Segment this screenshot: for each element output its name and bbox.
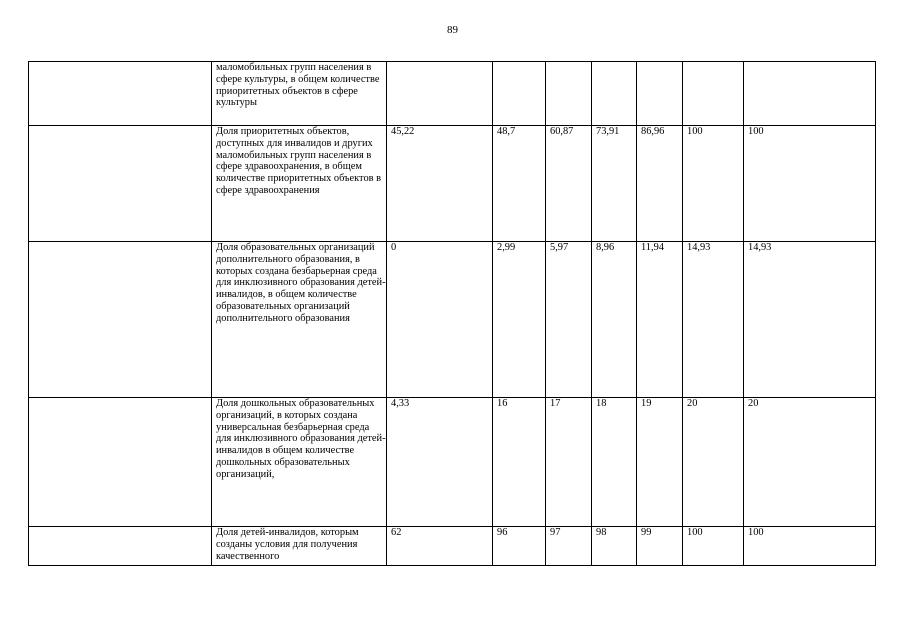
table-row: [29, 242, 876, 398]
empty-cell: [29, 62, 212, 126]
value-cell: 100: [683, 527, 744, 566]
value-cell: 0: [387, 242, 493, 398]
value-cell: [683, 62, 744, 126]
value-cell: 16: [493, 398, 546, 527]
value-cell: 99: [637, 527, 683, 566]
value-cell: 20: [744, 398, 876, 527]
table-row: [29, 126, 876, 242]
value-cell: 96: [493, 527, 546, 566]
indicator-description: Доля дошкольных образовательных организаций, в которых создана универсальная безбарьерная среда для инклюзивного образования детей-инвалидов в общем количестве дошкольных образовательных организаций,: [212, 398, 387, 527]
value-cell: 19: [637, 398, 683, 527]
empty-cell: [29, 527, 212, 566]
value-cell: 4,33: [387, 398, 493, 527]
value-cell: [637, 62, 683, 126]
value-cell: [493, 62, 546, 126]
value-cell: 60,87: [546, 126, 592, 242]
empty-cell: [29, 126, 212, 242]
empty-cell: [29, 242, 212, 398]
value-cell: 20: [683, 398, 744, 527]
indicator-description: Доля образовательных организаций дополнительного образования, в которых создана безбарьерная среда для инклюзивного образования детей-инвалидов, в общем количестве образовательных организаций дополнительного образования: [212, 242, 387, 398]
value-cell: [546, 62, 592, 126]
value-cell: 17: [546, 398, 592, 527]
value-cell: [744, 62, 876, 126]
value-cell: 11,94: [637, 242, 683, 398]
value-cell: 14,93: [744, 242, 876, 398]
value-cell: [387, 62, 493, 126]
indicator-description: Доля приоритетных объектов, доступных для инвалидов и других маломобильных групп населения в сфере здравоохранения, в общем количестве приоритетных объектов в сфере здравоохранения: [212, 126, 387, 242]
table-row: [29, 527, 876, 566]
value-cell: 86,96: [637, 126, 683, 242]
indicator-description: Доля детей-инвалидов, которым созданы условия для получения качественного: [212, 527, 387, 566]
value-cell: 45,22: [387, 126, 493, 242]
table-row: [29, 398, 876, 527]
value-cell: 8,96: [592, 242, 637, 398]
value-cell: [592, 62, 637, 126]
value-cell: 18: [592, 398, 637, 527]
empty-cell: [29, 398, 212, 527]
value-cell: 48,7: [493, 126, 546, 242]
value-cell: 5,97: [546, 242, 592, 398]
indicator-description: маломобильных групп населения в сфере культуры, в общем количестве приоритетных объектов в сфере культуры: [212, 62, 387, 126]
indicators-table: [28, 61, 876, 566]
value-cell: 62: [387, 527, 493, 566]
value-cell: 98: [592, 527, 637, 566]
table-row: [29, 62, 876, 126]
value-cell: 73,91: [592, 126, 637, 242]
value-cell: 100: [744, 527, 876, 566]
value-cell: 97: [546, 527, 592, 566]
value-cell: 14,93: [683, 242, 744, 398]
value-cell: 2,99: [493, 242, 546, 398]
page-number: 89: [447, 24, 458, 36]
value-cell: 100: [683, 126, 744, 242]
value-cell: 100: [744, 126, 876, 242]
